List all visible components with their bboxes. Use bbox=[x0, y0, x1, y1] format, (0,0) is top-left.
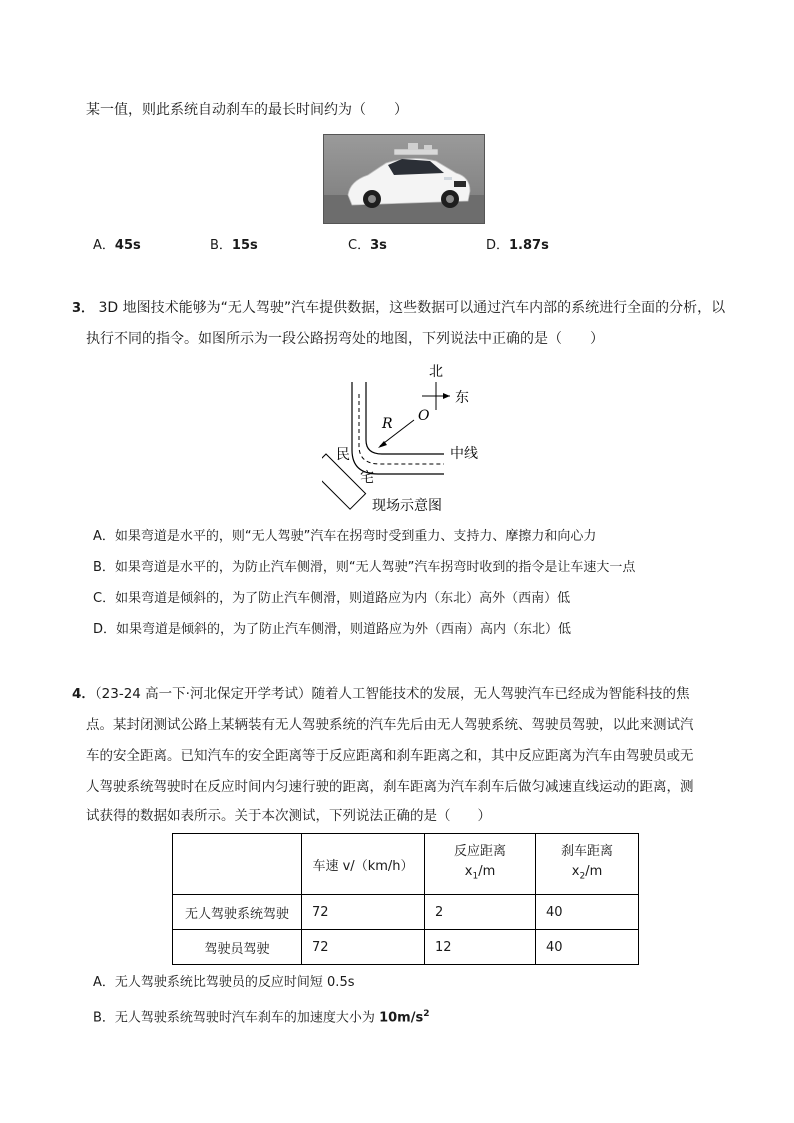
row-reaction: 2 bbox=[425, 895, 536, 930]
row-brake: 40 bbox=[536, 895, 639, 930]
autonomous-car-photo bbox=[323, 134, 485, 224]
centerline-label: 中线 bbox=[450, 446, 478, 462]
q3-line-2: 执行不同的指令。如图所示为一段公路拐弯处的地图，下列说法中正确的是（ ） bbox=[86, 331, 604, 347]
q4-number: 4． bbox=[72, 686, 95, 702]
table-header-speed: 车速 v/（km/h） bbox=[302, 834, 425, 895]
q2-option-b: B．15s bbox=[210, 238, 258, 253]
table-row bbox=[173, 895, 639, 930]
table-header-reaction: 反应距离 $x_1/m$ bbox=[425, 834, 536, 895]
q3-option-b: B．如果弯道是水平的，为防止汽车侧滑，则“无人驾驶”汽车拐弯时收到的指令是让车速大一点 bbox=[93, 560, 636, 575]
q3-option-d: D．如果弯道是倾斜的，为了防止汽车侧滑，则道路应为外（西南）高内（东北）低 bbox=[93, 622, 572, 637]
row-speed: 72 bbox=[302, 895, 425, 930]
q4-option-b: B．无人驾驶系统驾驶时汽车刹车的加速度大小为 $10m/s^2$ bbox=[93, 1009, 430, 1026]
east-label: 东 bbox=[455, 390, 469, 406]
table-header-empty bbox=[173, 834, 302, 895]
q4-line-3: 车的安全距离。已知汽车的安全距离等于反应距离和刹车距离之和，其中反应距离为汽车由驾驶员或无 bbox=[86, 748, 694, 764]
q3-option-c: C．如果弯道是倾斜的，为了防止汽车侧滑，则道路应为内（东北）高外（西南）低 bbox=[93, 591, 571, 606]
q2-option-a: A．45s bbox=[93, 238, 141, 253]
row-speed: 72 bbox=[302, 930, 425, 965]
house-label-1: 民 bbox=[336, 447, 350, 463]
row-reaction: 12 bbox=[425, 930, 536, 965]
figure-caption: 现场示意图 bbox=[372, 498, 442, 514]
center-o-label: O bbox=[418, 408, 430, 424]
q4-source: （23-24 高一下·河北保定开学考试） bbox=[94, 686, 312, 702]
house-label-2: 宅 bbox=[360, 470, 374, 486]
q4-line-5: 试获得的数据如表所示。关于本次测试，下列说法正确的是（ ） bbox=[86, 808, 491, 824]
q4-line-4: 人驾驶系统驾驶时在反应时间内匀速行驶的距离，刹车距离为汽车刹车后做匀减速直线运动的距离，测 bbox=[86, 779, 694, 795]
row-label: 无人驾驶系统驾驶 bbox=[173, 895, 302, 930]
test-data-table bbox=[172, 833, 639, 965]
table-header-brake: 刹车距离 $x_2/m$ bbox=[536, 834, 639, 895]
north-label: 北 bbox=[429, 364, 443, 380]
q2-option-c: C．3s bbox=[348, 238, 387, 253]
q3-option-a: A．如果弯道是水平的，则“无人驾驶”汽车在拐弯时受到重力、支持力、摩擦力和向心力 bbox=[93, 529, 597, 544]
q3-line-1 bbox=[72, 298, 725, 319]
q2-text-line: 某一值，则此系统自动刹车的最长时间约为（ ） bbox=[86, 102, 408, 118]
q3-text-1: 3D 地图技术能够为“无人驾驶”汽车提供数据，这些数据可以通过汽车内部的系统进行全面的分析，以 bbox=[98, 300, 726, 316]
road-curve-map-figure bbox=[322, 358, 492, 522]
q2-option-d: D．1.87s bbox=[486, 238, 549, 253]
q4-line-2: 点。某封闭测试公路上某辆装有无人驾驶系统的汽车先后由无人驾驶系统、驾驶员驾驶，以此来测试汽 bbox=[86, 717, 694, 733]
row-brake: 40 bbox=[536, 930, 639, 965]
q3-number: 3． bbox=[72, 301, 95, 316]
q4-line-1 bbox=[72, 684, 689, 704]
radius-r-label: R bbox=[382, 416, 393, 432]
row-label: 驾驶员驾驶 bbox=[173, 930, 302, 965]
q4-text-1: 随着人工智能技术的发展，无人驾驶汽车已经成为智能科技的焦 bbox=[311, 686, 690, 702]
q4-option-a: A．无人驾驶系统比驾驶员的反应时间短 0.5s bbox=[93, 975, 355, 990]
table-row bbox=[173, 930, 639, 965]
table-header-row bbox=[173, 834, 639, 895]
